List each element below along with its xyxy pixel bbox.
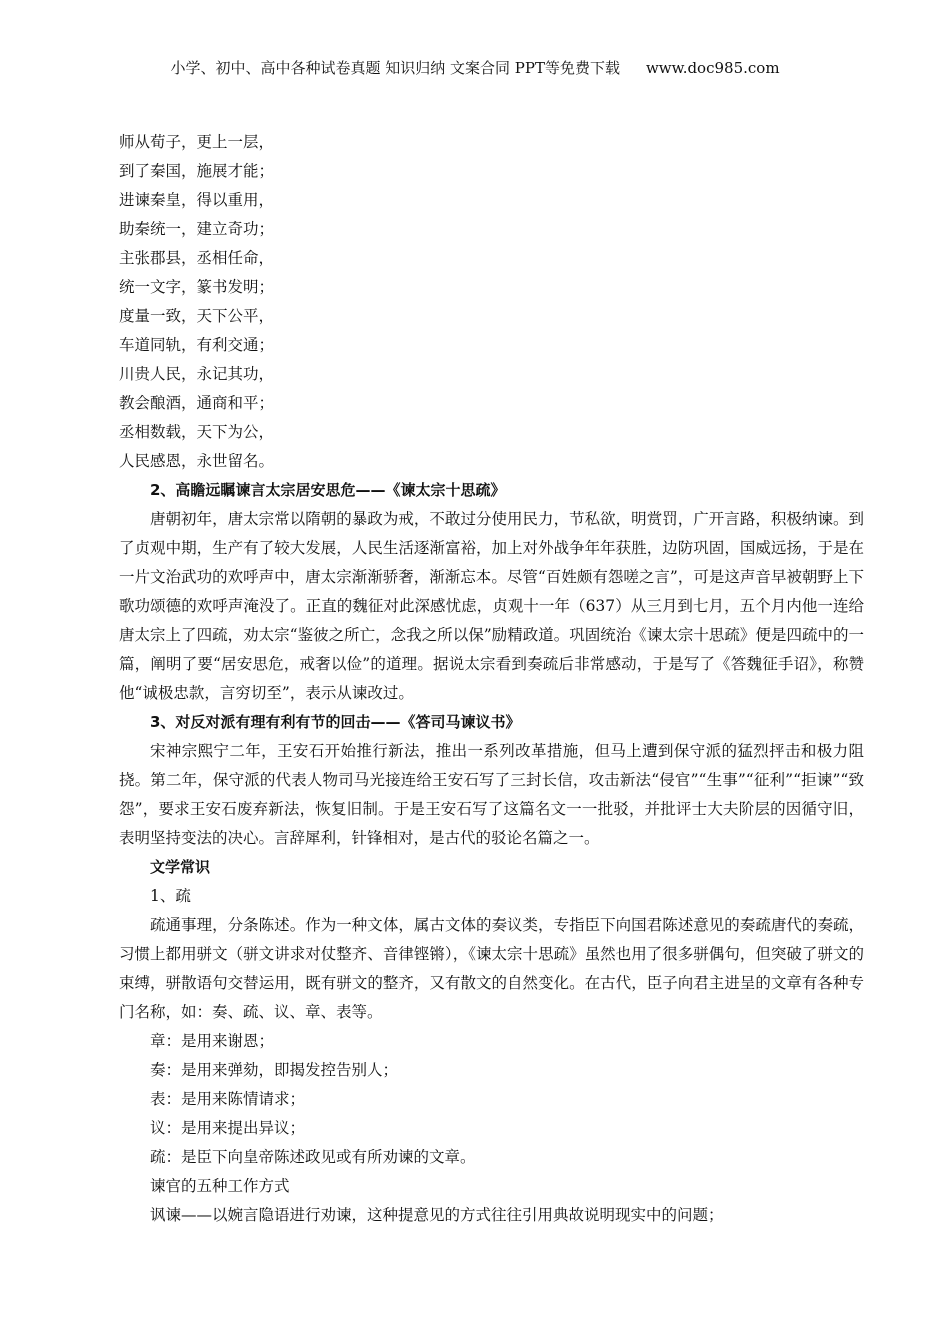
literature-subheading: 1、疏 xyxy=(150,887,191,905)
poem-line: 师从荀子，更上一层， xyxy=(119,133,275,151)
poem-line: 丞相数载，天下为公， xyxy=(119,423,275,441)
ways-title: 谏官的五种工作方式 xyxy=(150,1177,290,1195)
poem-line: 助秦统一，建立奇功； xyxy=(119,220,275,238)
poem-line: 车道同轨，有利交通； xyxy=(119,336,275,354)
poem-line: 主张郡县，丞相任命， xyxy=(119,249,275,267)
ways-first-item: 讽谏——以婉言隐语进行劝谏，这种提意见的方式往往引用典故说明现实中的问题； xyxy=(150,1206,724,1224)
poem-line: 进谏秦皇，得以重用， xyxy=(119,191,275,209)
page-header xyxy=(0,58,950,78)
poem-line: 度量一致，天下公平， xyxy=(119,307,275,325)
section3-body: 宋神宗熙宁二年，王安石开始推行新法，推出一系列改革措施，但马上遭到保守派的猛烈抨击和极力阻挠。第二年，保守派的代表人物司马光接连给王安石写了三封长信，攻击新法“侵官”“生事”“征利”“拒谏”“致怨”，要求王安石废弃新法，恢复旧制。于是王安石写了这篇名文一一批驳，并批评士大夫阶层的因循守旧，表明坚持变法的决心。言辞犀利，针锋相对，是古代的驳论名篇之一。 xyxy=(119,742,864,847)
poem-line: 川贵人民，永记其功， xyxy=(119,365,275,383)
section2-heading: 2、高瞻远瞩谏言太宗居安思危——《谏太宗十思疏》 xyxy=(150,481,506,499)
definition-item: 疏：是臣下向皇帝陈述政见或有所劝谏的文章。 xyxy=(150,1148,476,1166)
header-site: www.doc985.com xyxy=(645,59,780,77)
document-body xyxy=(119,128,864,1230)
definition-item: 章：是用来谢恩； xyxy=(150,1032,275,1050)
definition-item: 表：是用来陈情请求； xyxy=(150,1090,306,1108)
poem-line: 教会酿酒，通商和平； xyxy=(119,394,275,412)
header-text: 小学、初中、高中各种试卷真题 知识归纳 文案合同 PPT等免费下载 xyxy=(170,59,620,77)
poem-line: 人民感恩，永世留名。 xyxy=(119,452,275,470)
literature-heading: 文学常识 xyxy=(150,858,211,876)
section2-body: 唐朝初年，唐太宗常以隋朝的暴政为戒，不敢过分使用民力，节私欲，明赏罚，广开言路，积极纳谏。到了贞观中期，生产有了较大发展，人民生活逐渐富裕，加上对外战争年年获胜，边防巩固，国威远扬，于是在一片文治武功的欢呼声中，唐太宗渐渐骄奢，渐渐忘本。尽管“百姓颇有怨嗟之言”，可是这声音早被朝野上下歌功颂德的欢呼声淹没了。正直的魏征对此深感忧虑，贞观十一年（637）从三月到七月，五个月内他一连给唐太宗上了四疏，劝太宗“鉴彼之所亡，念我之所以保”励精政道。巩固统治《谏太宗十思疏》便是四疏中的一篇，阐明了要“居安思危，戒奢以俭”的道理。据说太宗看到奏疏后非常感动，于是写了《答魏征手诏》，称赞他“诚极忠款，言穷切至”，表示从谏改过。 xyxy=(119,510,864,702)
definition-item: 议：是用来提出异议； xyxy=(150,1119,306,1137)
poem-line: 统一文字，篆书发明； xyxy=(119,278,275,296)
poem-line: 到了秦国，施展才能； xyxy=(119,162,275,180)
literature-body: 疏通事理，分条陈述。作为一种文体，属古文体的奏议类，专指臣下向国君陈述意见的奏疏唐代的奏疏，习惯上都用骈文（骈文讲求对仗整齐、音律铿锵），《谏太宗十思疏》虽然也用了很多骈偶句，但突破了骈文的束缚，骈散语句交替运用，既有骈文的整齐，又有散文的自然变化。在古代，臣子向君主进呈的文章有各种专门名称，如：奏、疏、议、章、表等。 xyxy=(119,916,864,1021)
definition-item: 奏：是用来弹劾，即揭发控告别人； xyxy=(150,1061,399,1079)
section3-heading: 3、对反对派有理有利有节的回击——《答司马谏议书》 xyxy=(150,713,521,731)
poem xyxy=(119,128,864,476)
